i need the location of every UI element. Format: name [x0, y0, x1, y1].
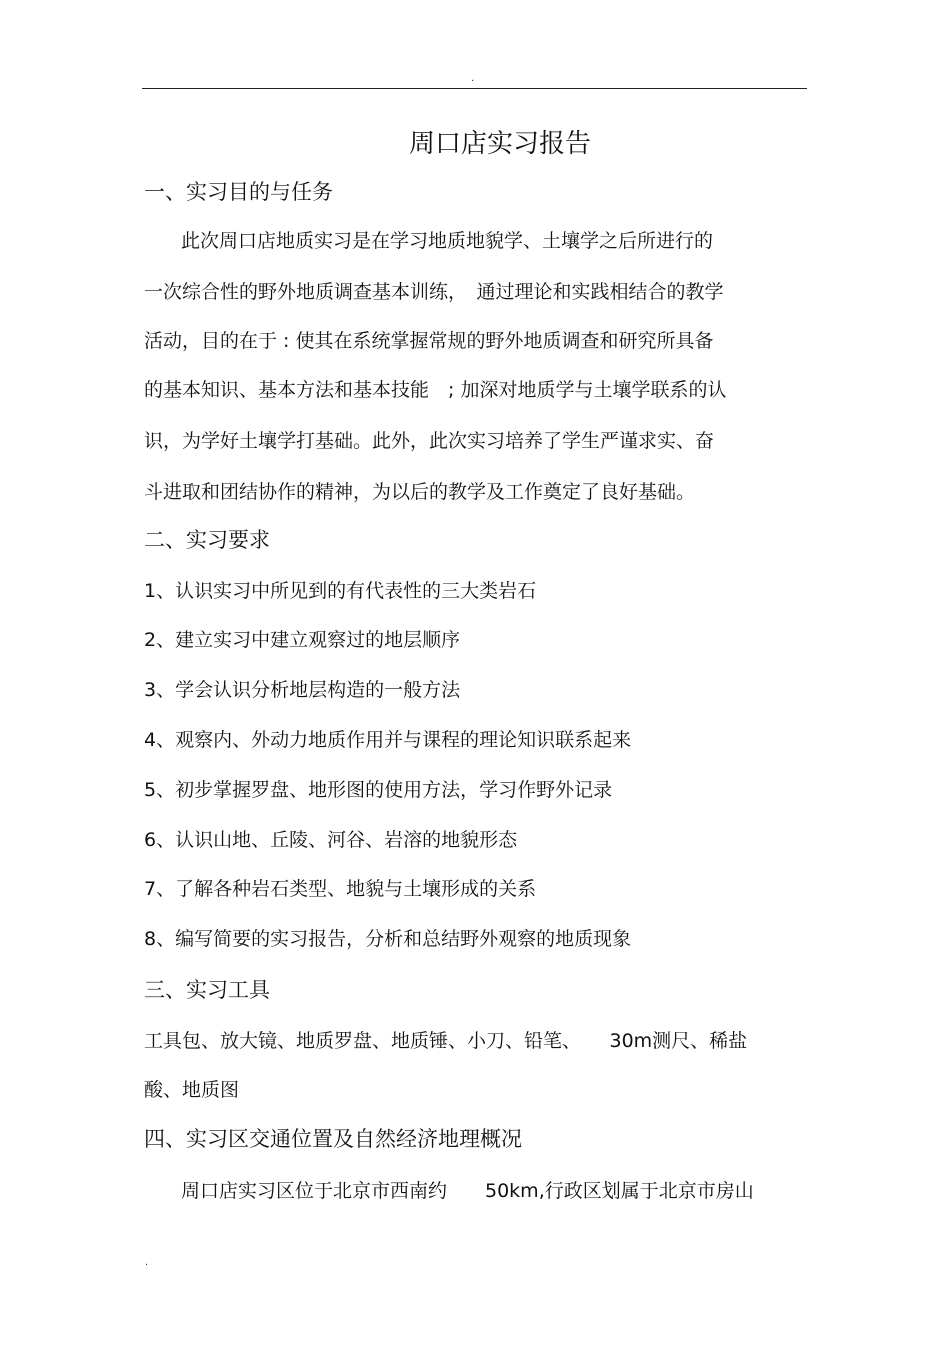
list-item: 7、了解各种岩石类型、地貌与土壤形成的关系	[144, 878, 537, 900]
section-heading-requirements: 二、实习要求	[144, 528, 270, 552]
paragraph-line: 一次综合性的野外地质调查基本训练， 通过理论和实践相结合的教学	[144, 281, 724, 303]
paragraph-line: 斗进取和团结协作的精神，为以后的教学及工作奠定了良好基础。	[144, 481, 696, 503]
section-heading-location: 四、实习区交通位置及自然经济地理概况	[144, 1127, 522, 1151]
paragraph-line: 此次周口店地质实习是在学习地质地貌学、土壤学之后所进行的	[181, 230, 714, 252]
list-item: 1、认识实习中所见到的有代表性的三大类岩石	[144, 580, 537, 602]
footer-mark: .	[145, 1257, 149, 1268]
list-item: 2、建立实习中建立观察过的地层顺序	[144, 629, 461, 651]
paragraph-line: 活动，目的在于 : 使其在系统掌握常规的野外地质调查和研究所具备	[144, 330, 714, 352]
section-heading-purpose: 一、实习目的与任务	[144, 180, 333, 204]
paragraph-line: 酸、地质图	[144, 1079, 240, 1101]
document-title: 周口店实习报告	[408, 129, 591, 159]
header-rule	[142, 88, 807, 89]
list-item: 3、学会认识分析地层构造的一般方法	[144, 679, 461, 701]
section-heading-tools: 三、实习工具	[144, 978, 270, 1002]
paragraph-line: 识，为学好土壤学打基础。此外，此次实习培养了学生严谨求实、奋	[144, 430, 715, 452]
list-item: 4、观察内、外动力地质作用并与课程的理论知识联系起来	[144, 729, 632, 751]
paragraph-line: 的基本知识、基本方法和基本技能 ; 加深对地质学与土壤学联系的认	[144, 379, 727, 401]
list-item: 5、初步掌握罗盘、地形图的使用方法，学习作野外记录	[144, 779, 613, 801]
list-item: 6、认识山地、丘陵、河谷、岩溶的地貌形态	[144, 829, 518, 851]
paragraph-line: 工具包、放大镜、地质罗盘、地质锤、小刀、铅笔、 30m测尺、稀盐	[144, 1030, 748, 1052]
header-mark: .	[471, 73, 475, 84]
list-item: 8、编写简要的实习报告，分析和总结野外观察的地质现象	[144, 928, 632, 950]
paragraph-line: 周口店实习区位于北京市西南约 50km,行政区划属于北京市房山	[181, 1180, 754, 1202]
